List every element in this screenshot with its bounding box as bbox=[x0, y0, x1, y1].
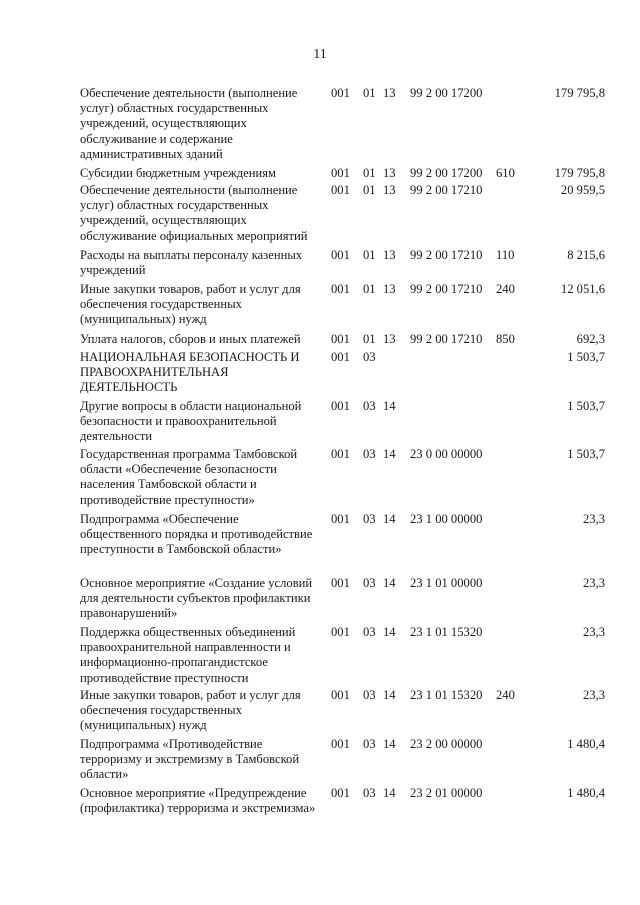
row-amount: 1 480,4 bbox=[567, 737, 605, 751]
row-section: 01 bbox=[363, 183, 376, 197]
row-amount: 1 503,7 bbox=[567, 350, 605, 364]
row-target-article: 99 2 00 17200 bbox=[410, 166, 483, 180]
row-section: 01 bbox=[363, 332, 376, 346]
row-expense-type: 240 bbox=[496, 688, 515, 702]
row-name: Подпрограмма «Противодействие терроризму и экстремизму в Тамбовской области» bbox=[80, 737, 300, 782]
row-name: Поддержка общественных объединений правоохранительной направленности и информационно-пропагандистское противодействие преступности bbox=[80, 625, 296, 685]
row-section: 01 bbox=[363, 282, 376, 296]
row-admin-code: 001 bbox=[331, 350, 350, 364]
row-section: 03 bbox=[363, 737, 376, 751]
row-subsection: 14 bbox=[383, 737, 396, 751]
row-admin-code: 001 bbox=[331, 447, 350, 461]
row-admin-code: 001 bbox=[331, 166, 350, 180]
row-section: 03 bbox=[363, 350, 376, 364]
row-target-article: 23 2 01 00000 bbox=[410, 786, 483, 800]
row-subsection: 13 bbox=[383, 183, 396, 197]
row-subsection: 13 bbox=[383, 282, 396, 296]
row-admin-code: 001 bbox=[331, 576, 350, 590]
row-name: Основное мероприятие «Предупреждение (профилактика) терроризма и экстремизма» bbox=[80, 786, 316, 816]
row-admin-code: 001 bbox=[331, 248, 350, 262]
row-expense-type: 850 bbox=[496, 332, 515, 346]
row-subsection: 13 bbox=[383, 248, 396, 262]
row-amount: 23,3 bbox=[582, 688, 605, 702]
row-amount: 692,3 bbox=[576, 332, 605, 346]
row-amount: 179 795,8 bbox=[554, 86, 605, 100]
row-subsection: 14 bbox=[383, 399, 396, 413]
row-admin-code: 001 bbox=[331, 737, 350, 751]
row-admin-code: 001 bbox=[331, 512, 350, 526]
row-expense-type: 110 bbox=[496, 248, 515, 262]
row-target-article: 99 2 00 17200 bbox=[410, 86, 483, 100]
row-subsection: 13 bbox=[383, 332, 396, 346]
row-section: 03 bbox=[363, 688, 376, 702]
row-amount: 23,3 bbox=[582, 512, 605, 526]
row-admin-code: 001 bbox=[331, 688, 350, 702]
row-name: Иные закупки товаров, работ и услуг для обеспечения государственных (муниципальных) нужд bbox=[80, 282, 301, 327]
row-target-article: 23 2 00 00000 bbox=[410, 737, 483, 751]
row-section: 03 bbox=[363, 786, 376, 800]
row-subsection: 14 bbox=[383, 512, 396, 526]
row-name: НАЦИОНАЛЬНАЯ БЕЗОПАСНОСТЬ И ПРАВООХРАНИТЕЛЬНАЯ ДЕЯТЕЛЬНОСТЬ bbox=[80, 350, 300, 395]
row-admin-code: 001 bbox=[331, 625, 350, 639]
row-subsection: 14 bbox=[383, 688, 396, 702]
row-name: Обеспечение деятельности (выполнение услуг) областных государственных учреждений, осуществляющих обслуживание и содержание административных зданий bbox=[80, 86, 298, 161]
row-target-article: 23 1 01 15320 bbox=[410, 688, 483, 702]
row-section: 01 bbox=[363, 86, 376, 100]
row-name: Иные закупки товаров, работ и услуг для обеспечения государственных (муниципальных) нужд bbox=[80, 688, 301, 733]
row-subsection: 14 bbox=[383, 786, 396, 800]
row-admin-code: 001 bbox=[331, 86, 350, 100]
row-amount: 23,3 bbox=[582, 625, 605, 639]
row-target-article: 23 1 01 15320 bbox=[410, 625, 483, 639]
row-name: Государственная программа Тамбовской области «Обеспечение безопасности населения Тамбовской области и противодействие преступности» bbox=[80, 447, 298, 507]
row-subsection: 13 bbox=[383, 86, 396, 100]
row-target-article: 99 2 00 17210 bbox=[410, 248, 483, 262]
row-amount: 20 959,5 bbox=[560, 183, 605, 197]
row-name: Уплата налогов, сборов и иных платежей bbox=[80, 332, 301, 346]
row-section: 03 bbox=[363, 512, 376, 526]
row-name: Подпрограмма «Обеспечение общественного порядка и противодействие преступности в Тамбовской области» bbox=[80, 512, 313, 557]
row-amount: 23,3 bbox=[582, 576, 605, 590]
row-section: 03 bbox=[363, 399, 376, 413]
row-section: 03 bbox=[363, 576, 376, 590]
page-number: 11 bbox=[313, 47, 327, 62]
row-admin-code: 001 bbox=[331, 282, 350, 296]
row-section: 01 bbox=[363, 248, 376, 262]
row-subsection: 14 bbox=[383, 625, 396, 639]
row-admin-code: 001 bbox=[331, 183, 350, 197]
row-amount: 1 480,4 bbox=[567, 786, 605, 800]
row-admin-code: 001 bbox=[331, 332, 350, 346]
row-target-article: 99 2 00 17210 bbox=[410, 332, 483, 346]
row-target-article: 23 1 01 00000 bbox=[410, 576, 483, 590]
row-name: Расходы на выплаты персоналу казенных учреждений bbox=[80, 248, 303, 278]
row-name: Субсидии бюджетным учреждениям bbox=[80, 166, 276, 180]
row-target-article: 99 2 00 17210 bbox=[410, 183, 483, 197]
row-subsection: 14 bbox=[383, 576, 396, 590]
row-subsection: 13 bbox=[383, 166, 396, 180]
row-amount: 12 051,6 bbox=[560, 282, 605, 296]
row-target-article: 23 1 00 00000 bbox=[410, 512, 483, 526]
row-expense-type: 240 bbox=[496, 282, 515, 296]
row-amount: 1 503,7 bbox=[567, 399, 605, 413]
row-expense-type: 610 bbox=[496, 166, 515, 180]
row-name: Основное мероприятие «Создание условий для деятельности субъектов профилактики правонарушений» bbox=[80, 576, 313, 621]
row-subsection: 14 bbox=[383, 447, 396, 461]
row-target-article: 99 2 00 17210 bbox=[410, 282, 483, 296]
row-amount: 179 795,8 bbox=[554, 166, 605, 180]
row-admin-code: 001 bbox=[331, 786, 350, 800]
row-name: Обеспечение деятельности (выполнение услуг) областных государственных учреждений, осуществляющих обслуживание официальных мероприятий bbox=[80, 183, 308, 243]
row-section: 01 bbox=[363, 166, 376, 180]
row-admin-code: 001 bbox=[331, 399, 350, 413]
row-section: 03 bbox=[363, 625, 376, 639]
row-target-article: 23 0 00 00000 bbox=[410, 447, 483, 461]
row-amount: 1 503,7 bbox=[567, 447, 605, 461]
row-section: 03 bbox=[363, 447, 376, 461]
row-amount: 8 215,6 bbox=[567, 248, 605, 262]
row-name: Другие вопросы в области национальной безопасности и правоохранительной деятельности bbox=[80, 399, 302, 444]
